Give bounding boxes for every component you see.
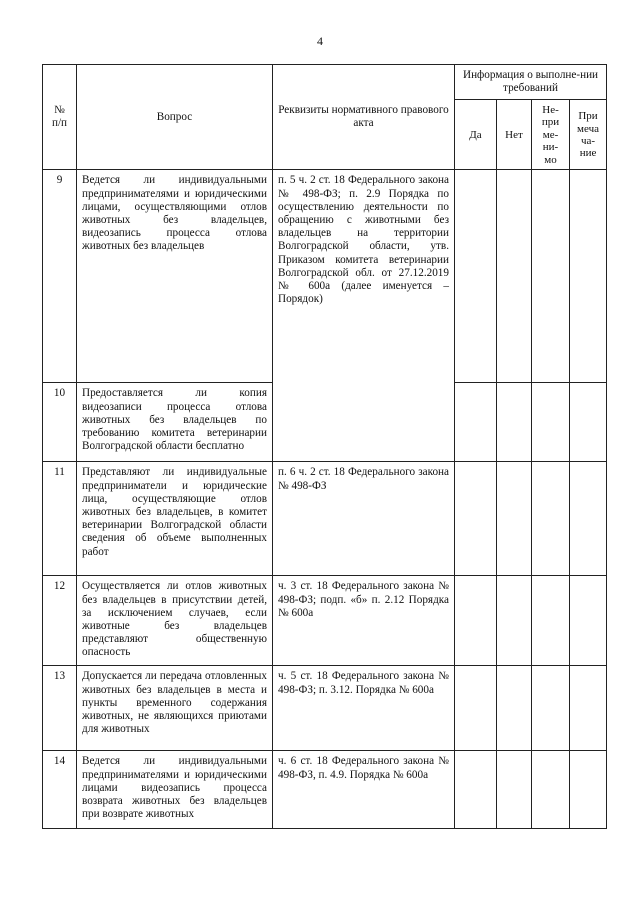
cell-yes: [455, 170, 497, 383]
header-question: Вопрос: [77, 65, 273, 170]
header-num-text: № п/п: [51, 104, 68, 130]
row-question: Ведется ли индивидуальными предпринимателями и юридическими лицами, осуществляющими отлов животных без владельцев, видеозапись процесса отлова животных без владельцев: [77, 170, 273, 383]
row-question: Представляют ли индивидуальные предприниматели и юридические лица, осуществляющие отлов животных без владельцев, в комитет ветеринарии Волгоградской области сведения об объеме выполненных работ: [77, 462, 273, 576]
header-not-applicable: [532, 100, 570, 170]
row-num: 13: [43, 666, 77, 751]
row-question: Осуществляется ли отлов животных без владельцев в присутствии детей, за исключением случаев, если животные без владельцев представляют общественную опасность: [77, 576, 273, 666]
cell-note: [570, 383, 607, 462]
row-question: Допускается ли передача отловленных животных без владельцев в места и пункты временного содержания животных, не являющихся приютами для животных: [77, 666, 273, 751]
table-row: [43, 666, 607, 751]
table-row: [43, 576, 607, 666]
header-requisites: Реквизиты нормативного правового акта: [273, 65, 455, 170]
row-question: Ведется ли индивидуальными предпринимателями и юридическими лицами видеозапись процесса возврата животных без владельцев при возврате животных: [77, 751, 273, 829]
header-no: Нет: [497, 100, 532, 170]
cell-not-applicable: [532, 666, 570, 751]
row-question: Предоставляется ли копия видеозаписи процесса отлова животных без владельцев по требованию комитета ветеринарии Волгоградской области бесплатно: [77, 383, 273, 462]
cell-no: [497, 751, 532, 829]
row-num: 12: [43, 576, 77, 666]
row-requisites: ч. 5 ст. 18 Федерального закона № 498-ФЗ; п. 3.12. Порядка № 600а: [273, 666, 455, 751]
cell-note: [570, 462, 607, 576]
cell-note: [570, 666, 607, 751]
cell-no: [497, 170, 532, 383]
cell-no: [497, 383, 532, 462]
cell-note: [570, 170, 607, 383]
cell-yes: [455, 576, 497, 666]
header-num: [43, 65, 77, 170]
cell-no: [497, 576, 532, 666]
row-requisites: п. 6 ч. 2 ст. 18 Федерального закона № 498-ФЗ: [273, 462, 455, 576]
cell-no: [497, 462, 532, 576]
cell-no: [497, 666, 532, 751]
row-num: 9: [43, 170, 77, 383]
cell-not-applicable: [532, 383, 570, 462]
row-num: 10: [43, 383, 77, 462]
cell-yes: [455, 462, 497, 576]
row-num: 14: [43, 751, 77, 829]
row-requisites: ч. 3 ст. 18 Федерального закона № 498-ФЗ; подп. «б» п. 2.12 Порядка № 600а: [273, 576, 455, 666]
cell-not-applicable: [532, 751, 570, 829]
cell-note: [570, 576, 607, 666]
header-note: [570, 100, 607, 170]
cell-not-applicable: [532, 462, 570, 576]
row-num: 11: [43, 462, 77, 576]
cell-not-applicable: [532, 170, 570, 383]
cell-yes: [455, 751, 497, 829]
header-info: Информация о выполне-нии требований: [455, 65, 607, 100]
table-row: [43, 170, 607, 383]
cell-not-applicable: [532, 576, 570, 666]
header-not-applicable-text: Не-при ме- ни- мо: [541, 103, 560, 166]
table-row: [43, 462, 607, 576]
requirements-table: [42, 64, 607, 829]
table-row: [43, 751, 607, 829]
header-note-text: При меча ча- ние: [577, 110, 600, 160]
row-requisites: ч. 6 ст. 18 Федерального закона № 498-ФЗ, п. 4.9. Порядка № 600а: [273, 751, 455, 829]
cell-note: [570, 751, 607, 829]
cell-yes: [455, 666, 497, 751]
cell-yes: [455, 383, 497, 462]
header-yes: Да: [455, 100, 497, 170]
page-number: 4: [317, 34, 323, 48]
row-requisites: п. 5 ч. 2 ст. 18 Федерального закона № 498-ФЗ; п. 2.9 Порядка по осуществлению деятельности по обращению с животными без владельцев на территории Волгоградской области, утв. Приказом комитета ветеринарии Волгоградской обл. от 27.12.2019 № 600а (далее именуется – Порядок): [273, 170, 455, 462]
